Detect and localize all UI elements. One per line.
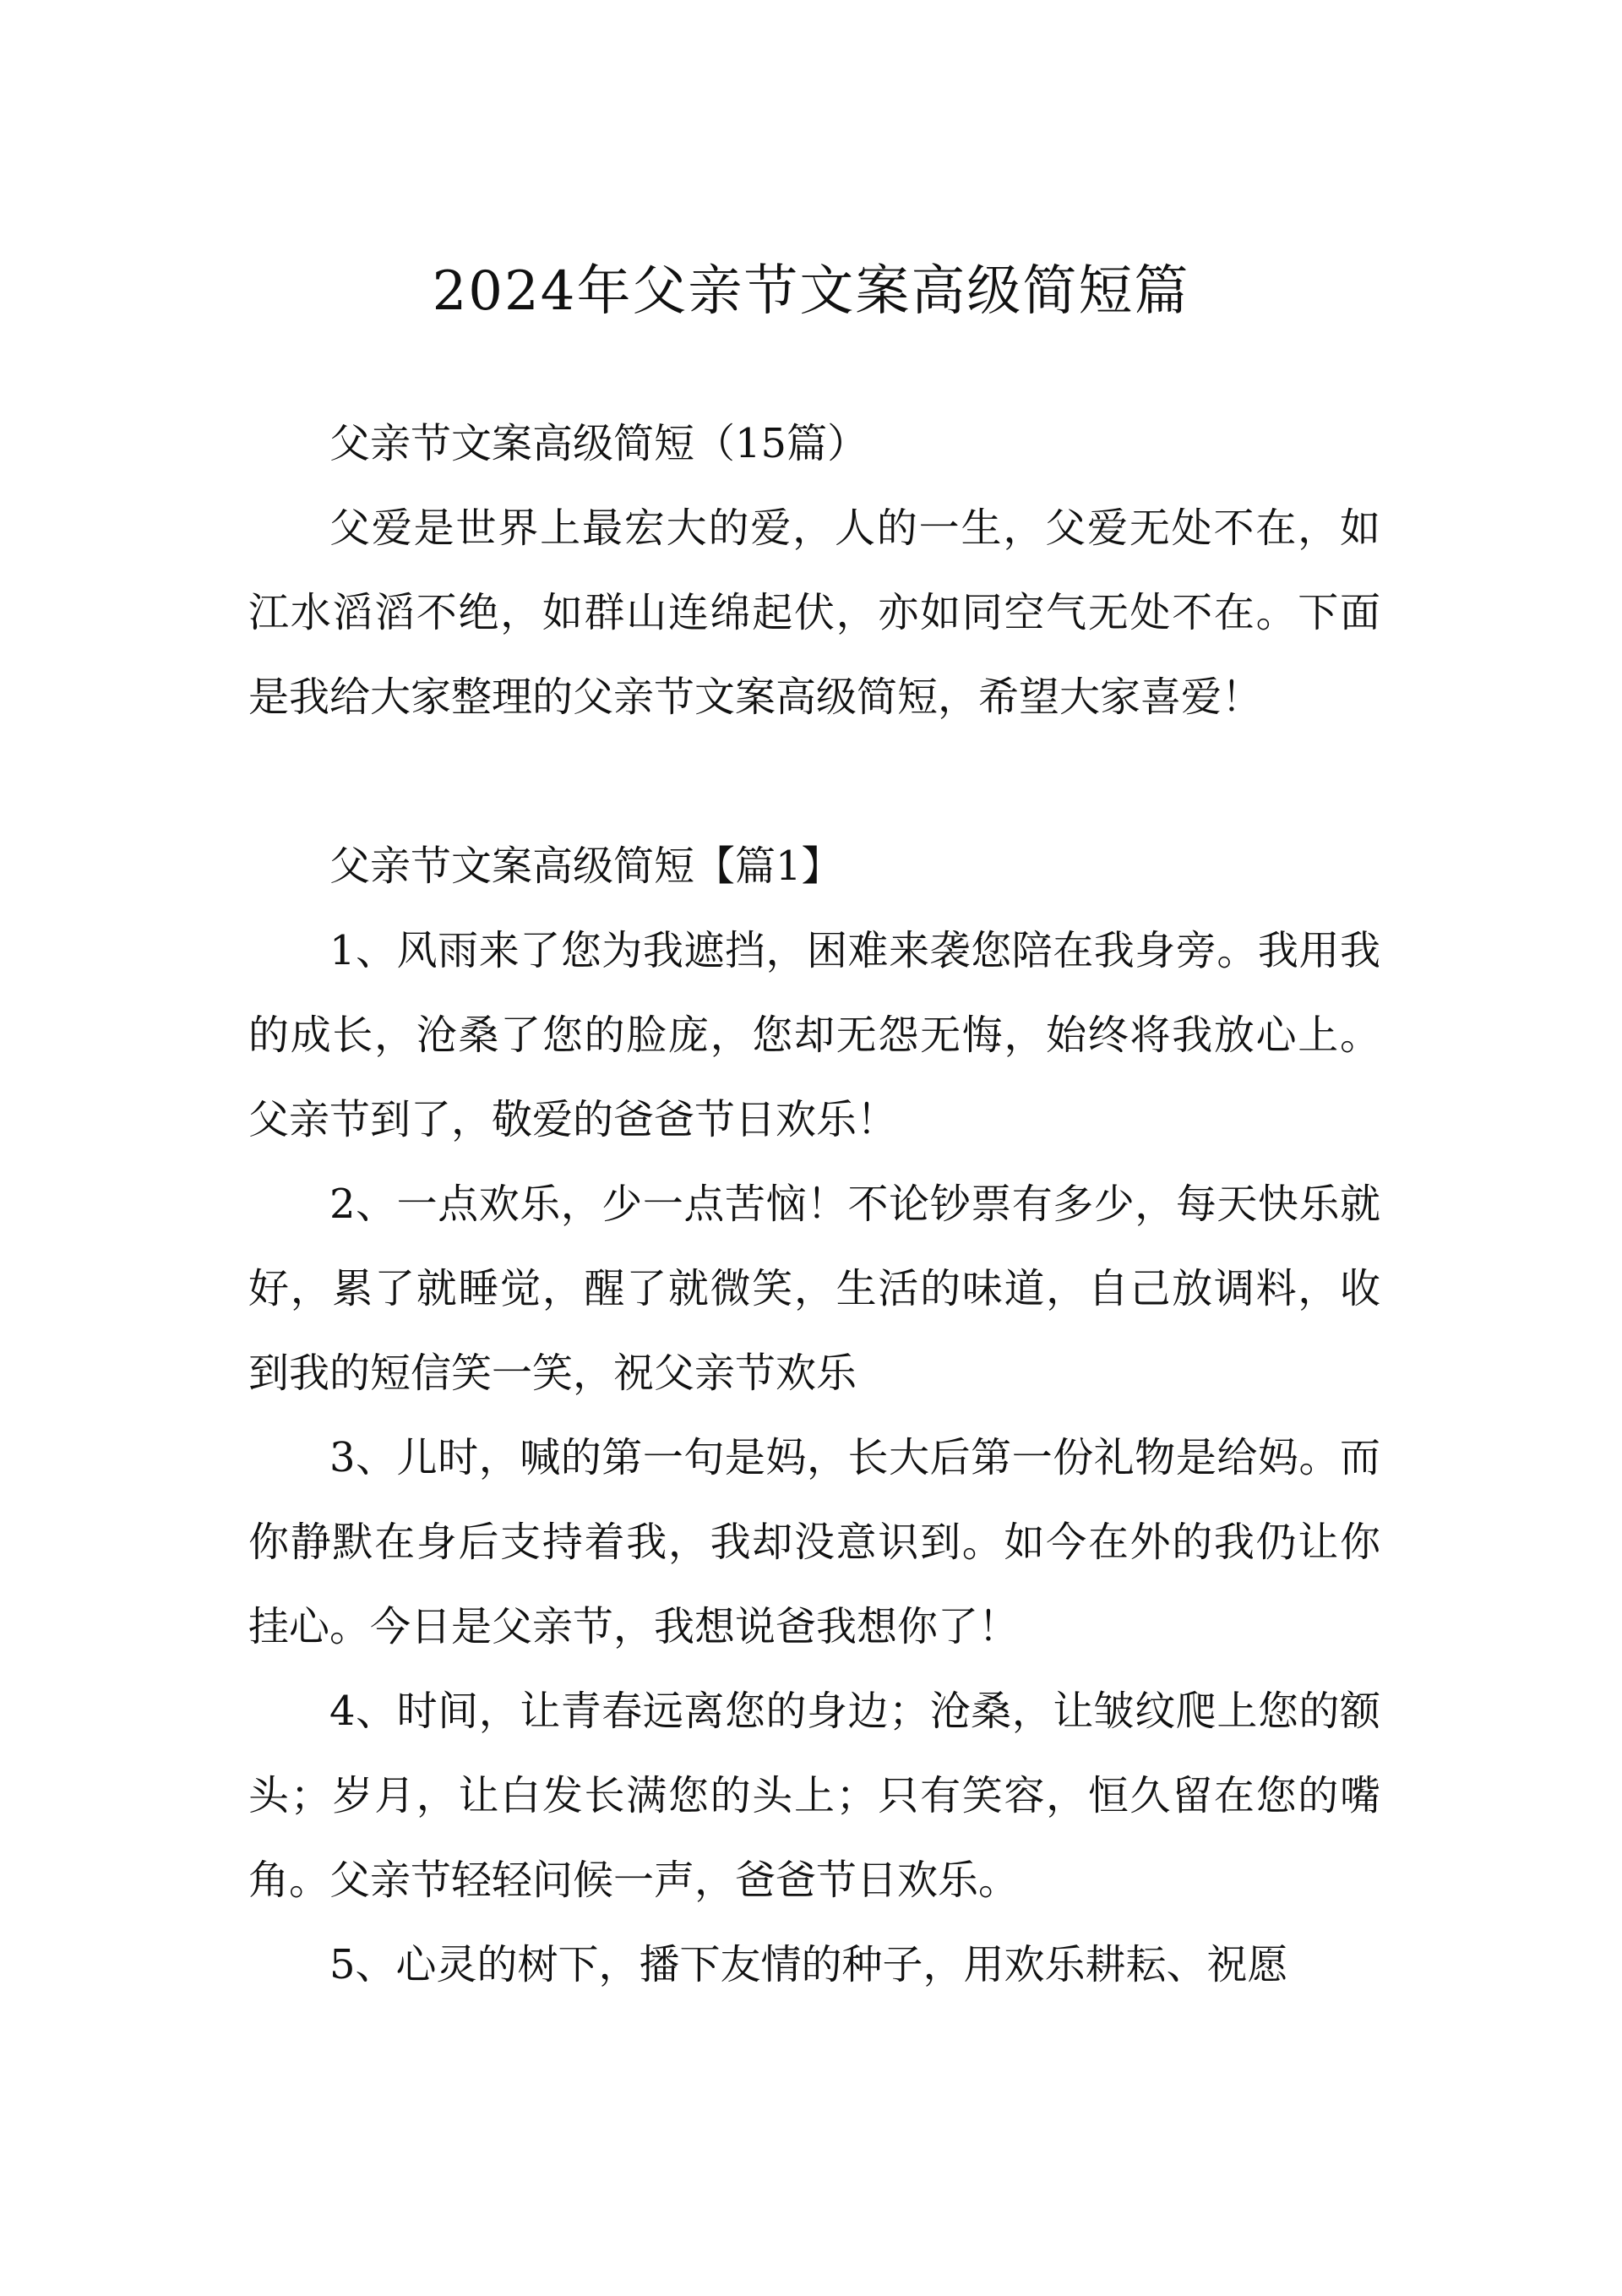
list-item: 2、一点欢乐，少一点苦恼！不论钞票有多少，每天快乐就好，累了就睡觉，醒了就微笑，生活的味道，自己放调料，收到我的短信笑一笑，祝父亲节欢乐 <box>248 1181 1380 1397</box>
section-heading: 父亲节文案高级简短【篇1】 <box>329 843 842 890</box>
paragraph-gap <box>248 739 1380 824</box>
document-subtitle: 父亲节文案高级简短（15篇） <box>329 420 868 467</box>
list-item: 4、时间，让青春远离您的身边；沧桑，让皱纹爬上您的额头；岁月，让白发长满您的头上；只有笑容，恒久留在您的嘴角。父亲节轻轻问候一声，爸爸节日欢乐。 <box>248 1688 1380 1904</box>
document-title: 2024年父亲节文案高级简短篇 <box>432 260 1190 323</box>
intro-paragraph: 父爱是世界上最宏大的爱，人的一生，父爱无处不在，如江水滔滔不绝，如群山连绵起伏，亦如同空气无处不在。下面是我给大家整理的父亲节文案高级简短，希望大家喜爱！ <box>248 504 1380 721</box>
list-item: 3、儿时，喊的第一句是妈，长大后第一份礼物是给妈。而你静默在身后支持着我，我却没意识到。如今在外的我仍让你挂心。今日是父亲节，我想说爸我想你了！ <box>248 1434 1380 1650</box>
list-item: 1、风雨来了您为我遮挡，困难来袭您陪在我身旁。我用我的成长，沧桑了您的脸庞，您却无怨无悔，始终将我放心上。父亲节到了，敬爱的爸爸节日欢乐！ <box>248 927 1380 1143</box>
list-item: 5、心灵的树下，播下友情的种子，用欢乐耕耘、祝愿 <box>329 1941 1288 1988</box>
document-body <box>248 401 1380 2007</box>
